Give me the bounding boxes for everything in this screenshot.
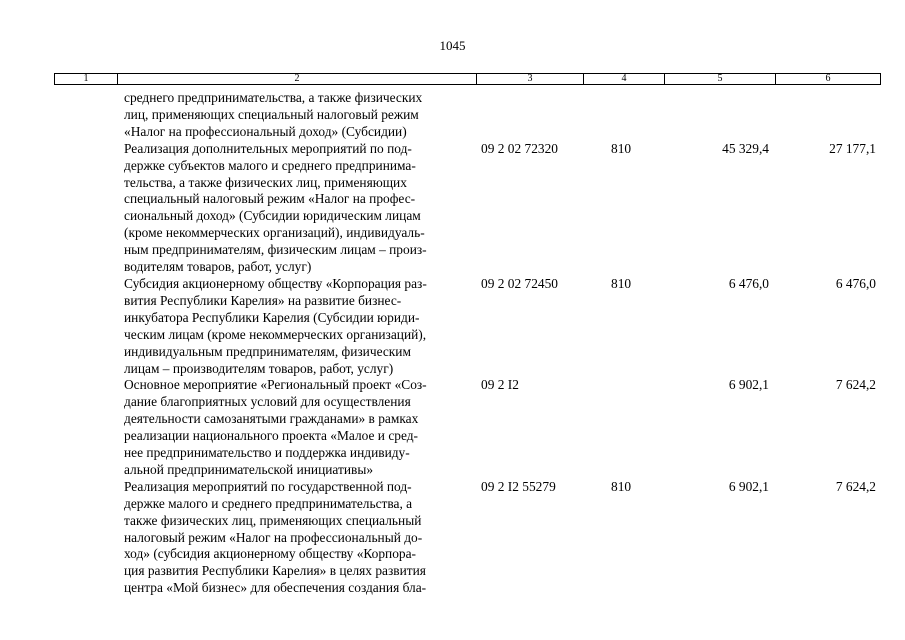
table-row	[0, 141, 905, 276]
row-amount-col5: 6 902,1	[728, 377, 769, 393]
row-amount-col6: 7 624,2	[835, 377, 876, 393]
row-expense-type: 810	[611, 275, 632, 291]
table-row	[0, 276, 905, 377]
column-header-4: 4	[584, 74, 665, 85]
table-row	[0, 90, 905, 141]
column-header-3: 3	[477, 74, 584, 85]
row-amount-col5: 6 902,1	[728, 478, 769, 494]
row-description: Основное мероприятие «Региональный проект «Соз- дание благоприятных условий для осуществления деятельности самозанятыми гражданами» в рамках реализации национального проекта «Малое и сред- нее предпринимательство и поддержка индивиду- альной предпринимательской инициативы»	[124, 377, 427, 477]
row-expense-type: 810	[611, 140, 632, 156]
table-row	[0, 479, 905, 597]
row-expense-type: 810	[611, 478, 632, 494]
row-amount-col6: 7 624,2	[835, 478, 876, 494]
row-amount-col6: 27 177,1	[829, 140, 876, 156]
column-header-5: 5	[665, 74, 776, 85]
row-amount-col5: 6 476,0	[728, 275, 769, 291]
page-number: 1045	[439, 38, 466, 53]
row-description: Реализация мероприятий по государственной под- держке малого и среднего предпринимательства, а также физических лиц, применяющих специальный налоговый режим «Налог на профессиональный до- ход» (субсидия акционерному обществу «Корпора- ция развития Республики Карелия» в целях развития центра «Мой бизнес» для обеспечения создания бла-	[124, 478, 427, 596]
row-amount-col6: 6 476,0	[835, 275, 876, 291]
table-row	[0, 377, 905, 478]
column-header-row	[54, 73, 881, 85]
column-header-2: 2	[118, 74, 477, 85]
row-description: Субсидия акционерному обществу «Корпорация раз- вития Республики Карелия» на развитие бизнес- инкубатора Республики Карелия (Субсидии юриди- ческим лицам (кроме некоммерческих организаций), индивидуальным предпринимателям, физическим лицам – производителям товаров, работ, услуг)	[124, 275, 427, 376]
row-code: 09 2 I2 55279	[481, 478, 556, 494]
column-header-1: 1	[55, 74, 118, 85]
row-code: 09 2 02 72320	[481, 140, 558, 156]
column-header-6: 6	[776, 74, 881, 85]
row-code: 09 2 I2	[481, 377, 519, 393]
row-description: Реализация дополнительных мероприятий по под- держке субъектов малого и среднего предпринима- тельства, а также физических лиц, применяющих специальный налоговый режим «Налог на профес- сиональный доход» (Субсидии юридическим лицам (кроме некоммерческих организаций), индивидуаль- ным предпринимателям, физическим лицам – произ- водителям товаров, работ, услуг)	[124, 140, 427, 275]
row-code: 09 2 02 72450	[481, 275, 558, 291]
row-amount-col5: 45 329,4	[722, 140, 769, 156]
row-description: среднего предпринимательства, а также физических лиц, применяющих специальный налоговый режим «Налог на профессиональный доход» (Субсидии)	[124, 90, 423, 139]
budget-table-body	[0, 90, 905, 597]
